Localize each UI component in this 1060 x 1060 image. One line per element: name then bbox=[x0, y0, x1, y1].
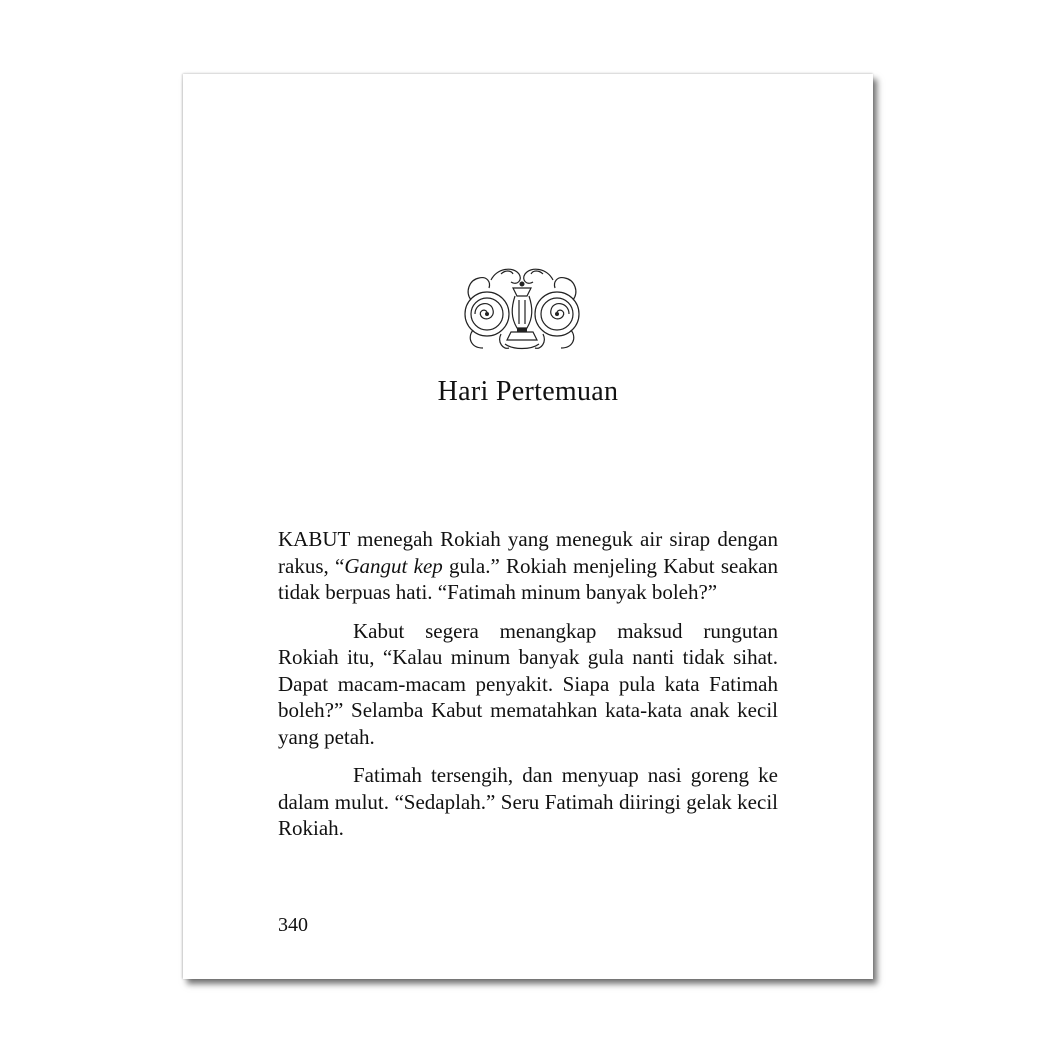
paragraph-1 bbox=[278, 526, 778, 606]
page-number: 340 bbox=[278, 914, 308, 936]
body-text bbox=[278, 526, 778, 854]
paragraph-1-part-c: gula.” Rokiah menjeling Kabut seakan tidak berpuas hati. “Fatimah minum banyak boleh?” bbox=[278, 553, 778, 604]
book-page bbox=[183, 74, 873, 979]
chapter-title: Hari Pertemuan bbox=[437, 376, 619, 407]
paragraph-3: Fatimah tersengih, dan menyuap nasi goreng ke dalam mulut. “Sedaplah.” Seru Fatimah diiringi gelak kecil Rokiah. bbox=[278, 763, 778, 840]
paragraph-1-part-a: KABUT menegah Rokiah yang meneguk air sirap dengan rakus, “ bbox=[278, 527, 778, 578]
paragraph-1-italic-phrase: Gangut kep bbox=[344, 553, 443, 578]
paragraph-2: Kabut segera menangkap maksud rungutan Rokiah itu, “Kalau minum banyak gula nanti tidak sihat. Dapat macam-macam penyakit. Siapa pula kata Fatimah boleh?” Selamba Kabut mematahkan kata-kata anak kecil yang petah. bbox=[278, 618, 778, 749]
ornamental-vase-scroll-icon bbox=[461, 264, 583, 354]
